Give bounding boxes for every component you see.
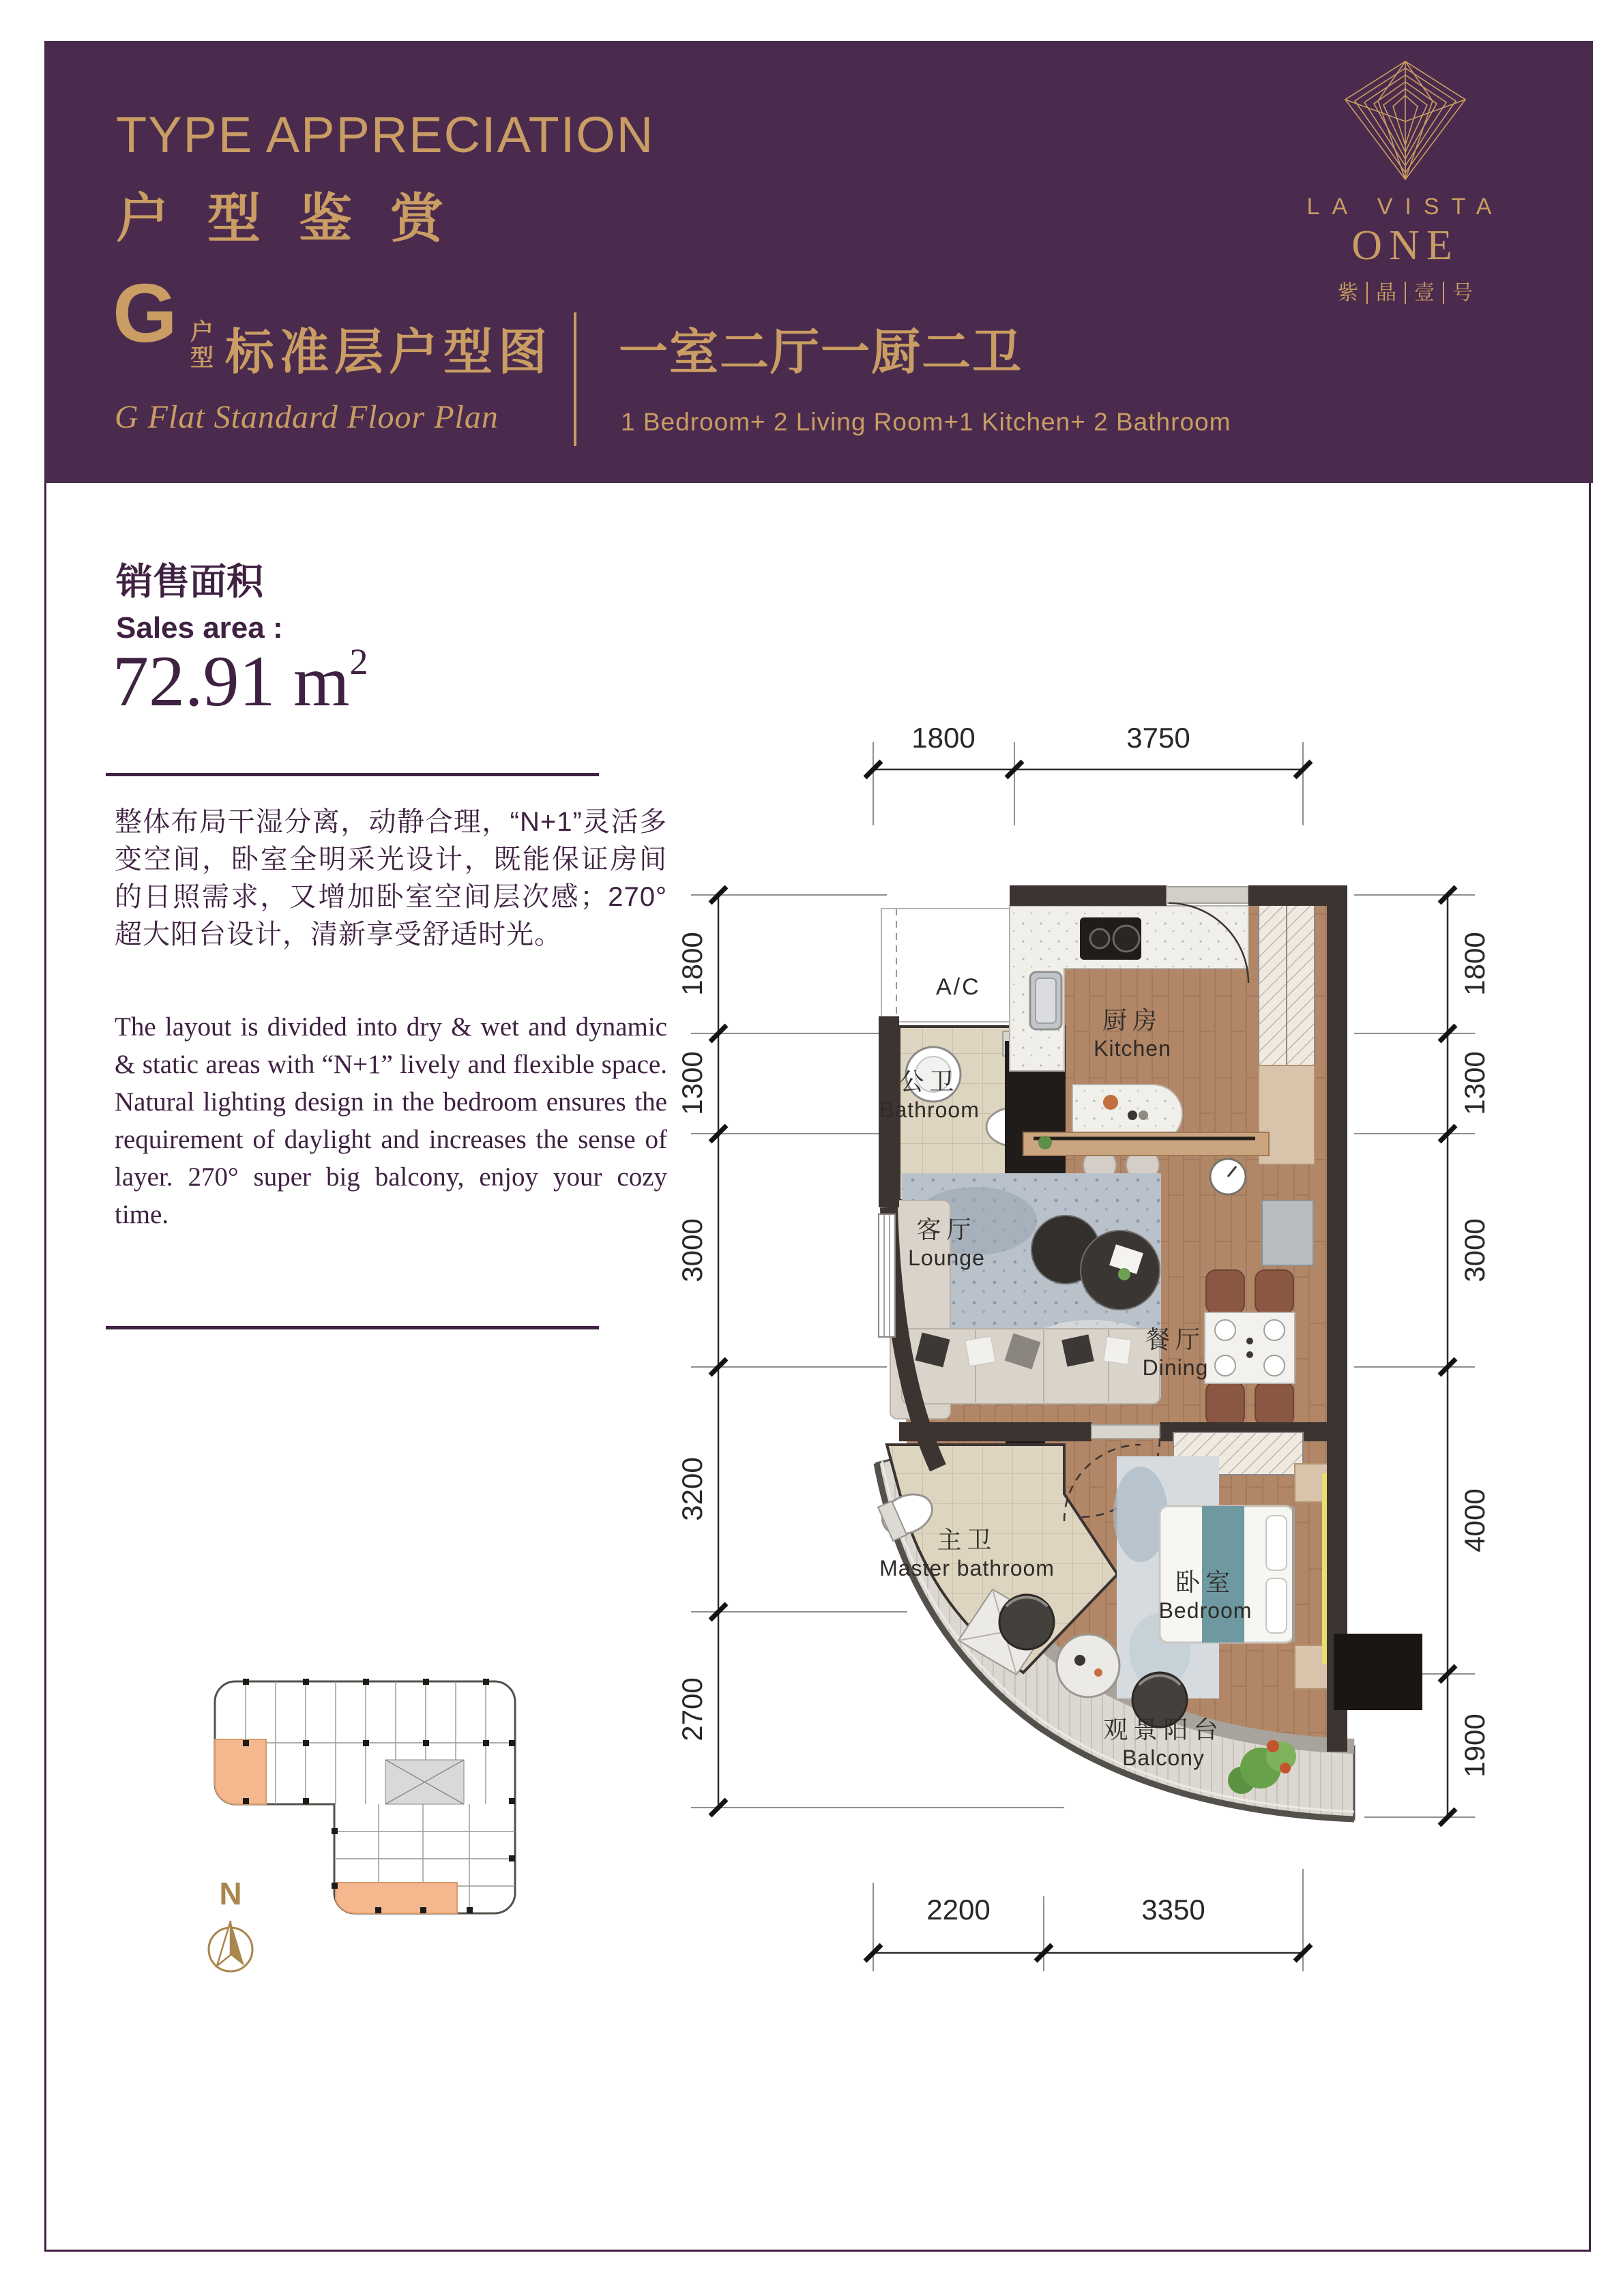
dim-bottom-2: 3350 [1141, 1894, 1205, 1926]
room-kitchen-zh: 厨房 [1102, 1006, 1162, 1034]
dim-left-4: 3200 [676, 1457, 708, 1521]
room-label-kitchen [1074, 1001, 1190, 1061]
room-balcony-en: Balcony [1122, 1746, 1205, 1770]
dim-right-4: 4000 [1459, 1488, 1491, 1552]
page-title-cn: 户型鉴赏 [116, 188, 482, 248]
room-lounge-en: Lounge [908, 1246, 985, 1270]
sales-unit: m [293, 641, 350, 721]
divider-line-top [106, 773, 599, 776]
highlighted-unit-left [215, 1739, 266, 1804]
sales-area-label-en: Sales area : [116, 611, 283, 645]
room-master-bathroom-zh: 主卫 [937, 1526, 997, 1554]
room-label-lounge [887, 1211, 1006, 1271]
room-bedroom-zh: 卧室 [1175, 1568, 1235, 1596]
dim-bottom-1: 2200 [926, 1894, 991, 1926]
dim-left-2: 1300 [676, 1051, 708, 1115]
room-dining-en: Dining [1142, 1355, 1209, 1380]
room-label-bathroom [870, 1063, 989, 1123]
sales-area-value [113, 640, 368, 723]
room-master-bathroom-en: Master bathroom [879, 1556, 1055, 1580]
dim-right-2: 1300 [1459, 1051, 1491, 1115]
room-balcony-zh: 观景阳台 [1103, 1716, 1224, 1743]
dim-left-3: 3000 [676, 1218, 708, 1282]
room-label-bedroom [1141, 1563, 1270, 1623]
logo-name-cn [1245, 276, 1566, 306]
room-dining-zh: 餐厅 [1145, 1325, 1205, 1353]
brand-logo [1245, 53, 1566, 306]
description-cn: 整体布局干湿分离，动静合理，“N+1”灵活多变空间，卧室全明采光设计，既能保证房间的日照需求，又增加卧室空间层次感；270°超大阳台设计，清新享受舒适时光。 [115, 807, 667, 950]
console-shelf [1023, 1132, 1269, 1156]
room-lounge-zh: 客厅 [916, 1216, 977, 1243]
sales-unit-sup: 2 [349, 641, 368, 682]
header-banner [44, 41, 1593, 483]
highlighted-unit-bottom [336, 1883, 457, 1913]
diamond-logo-icon [1303, 53, 1508, 190]
dim-top-2: 3750 [1126, 722, 1190, 754]
room-label-dining [1117, 1321, 1233, 1381]
dim-right-3: 3000 [1459, 1218, 1491, 1282]
sales-area-label-cn: 销售面积 [116, 561, 263, 602]
floor-plan-drawing [682, 723, 1494, 1971]
logo-cn-char: 号 [1443, 282, 1481, 304]
unit-layout-cn: 一室二厅一厨二卫 [619, 325, 1023, 380]
room-bedroom-en: Bedroom [1158, 1598, 1252, 1623]
header-divider [574, 312, 576, 446]
logo-cn-char: 晶 [1366, 282, 1405, 304]
unit-letter-sub [190, 319, 214, 371]
logo-name-line1: LA VISTA [1306, 194, 1504, 220]
room-label-balcony [1090, 1711, 1237, 1771]
unit-letter: G [113, 267, 177, 359]
unit-sub-bottom: 型 [190, 345, 214, 371]
lounge-room [890, 1173, 1161, 1419]
room-label-master-bathroom [863, 1521, 1071, 1581]
ac-niche [881, 909, 1010, 1022]
sales-number: 72.91 [113, 641, 276, 721]
unit-name-cn: 标准层户型图 [225, 325, 553, 380]
unit-layout-en: 1 Bedroom+ 2 Living Room+1 Kitchen+ 2 Bathroom [621, 408, 1231, 436]
compass [202, 1876, 259, 1986]
description-en: The layout is divided into dry & wet and dynamic & static areas with “N+1” lively and flexible space. Natural lighting design in the bedroom ensures the requirement of daylight and increases the sense of layer. 270° super big balcony, enjoy your cozy time. [115, 1012, 667, 1229]
unit-name-en: G Flat Standard Floor Plan [115, 399, 499, 435]
dim-right-5: 1900 [1459, 1713, 1491, 1778]
dim-top-1: 1800 [911, 722, 976, 754]
logo-cn-char: 壹 [1405, 282, 1443, 304]
dim-right-1: 1800 [1459, 932, 1491, 996]
room-bathroom-zh: 公卫 [899, 1068, 960, 1095]
room-kitchen-en: Kitchen [1094, 1036, 1171, 1061]
logo-name-line2: ONE [1351, 222, 1459, 269]
room-bathroom-en: Bathroom [879, 1098, 980, 1122]
page-title-en: TYPE APPRECIATION [116, 106, 655, 163]
dim-left-1: 1800 [676, 932, 708, 996]
logo-cn-char: 紫 [1338, 282, 1358, 304]
dim-left-5: 2700 [676, 1677, 708, 1741]
divider-line-bottom [106, 1326, 599, 1329]
compass-arrow-icon [202, 1907, 259, 1982]
compass-n-label: N [219, 1876, 242, 1911]
ac-label: A/C [936, 974, 981, 1000]
unit-sub-top: 户 [190, 319, 214, 345]
